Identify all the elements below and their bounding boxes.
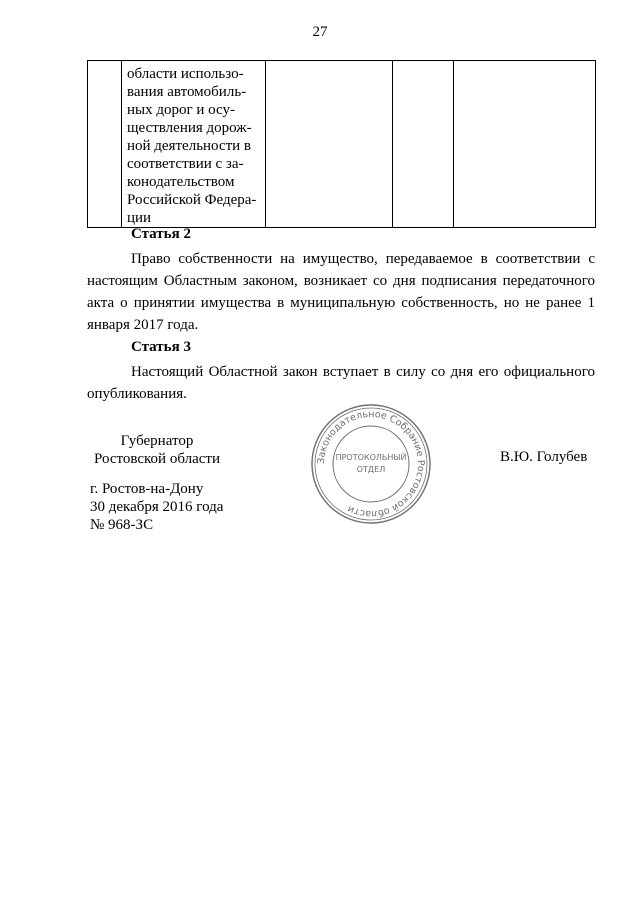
- stamp-ring-text: Законодательное Собрание Ростовской области: [315, 408, 427, 520]
- place-date-number: [90, 480, 223, 534]
- signatory-name: В.Ю. Голубев: [500, 449, 588, 465]
- table-cell-2: [122, 61, 266, 228]
- article-3-title: Статья 3: [131, 339, 191, 355]
- official-stamp-icon: [309, 402, 433, 526]
- law-date: 30 декабря 2016 года: [90, 499, 224, 515]
- signatory-position-line1: Губернатор: [120, 433, 194, 449]
- table-cell-4: [393, 61, 454, 228]
- stamp-inner-line2: ОТДЕЛ: [356, 465, 386, 474]
- table-cell-3: [266, 61, 393, 228]
- place-city: г. Ростов-на-Дону: [90, 481, 204, 497]
- table-cell-5: [454, 61, 596, 228]
- stamp-inner-line1: ПРОТОКОЛЬНЫЙ: [335, 453, 407, 462]
- signatory-position-line2: Ростовской области: [94, 451, 220, 467]
- law-number: № 968-ЗС: [90, 517, 154, 533]
- article-2-text: Право собственности на имущество, передаваемое в соответствии с настоящим Областным законом, возникает со дня подписания передаточного акта о принятии имущества в муниципальную собственность, но не ранее 1 января 2017 года.: [87, 251, 595, 333]
- signatory-position: [90, 432, 224, 468]
- page-number: 27: [312, 24, 328, 40]
- continuation-table: [87, 60, 596, 228]
- table-row: [88, 61, 596, 228]
- article-3-text: Настоящий Областной закон вступает в силу со дня его официального опубликования.: [87, 364, 595, 402]
- table-cell-1: [88, 61, 122, 228]
- article-2-title: Статья 2: [131, 226, 191, 242]
- table-cell-text: области использо- вания автомобиль- ных дорог и осу- ществления дорож- ной деятельности в соответствии с за- конодательством Российской Федера- ции: [127, 66, 257, 226]
